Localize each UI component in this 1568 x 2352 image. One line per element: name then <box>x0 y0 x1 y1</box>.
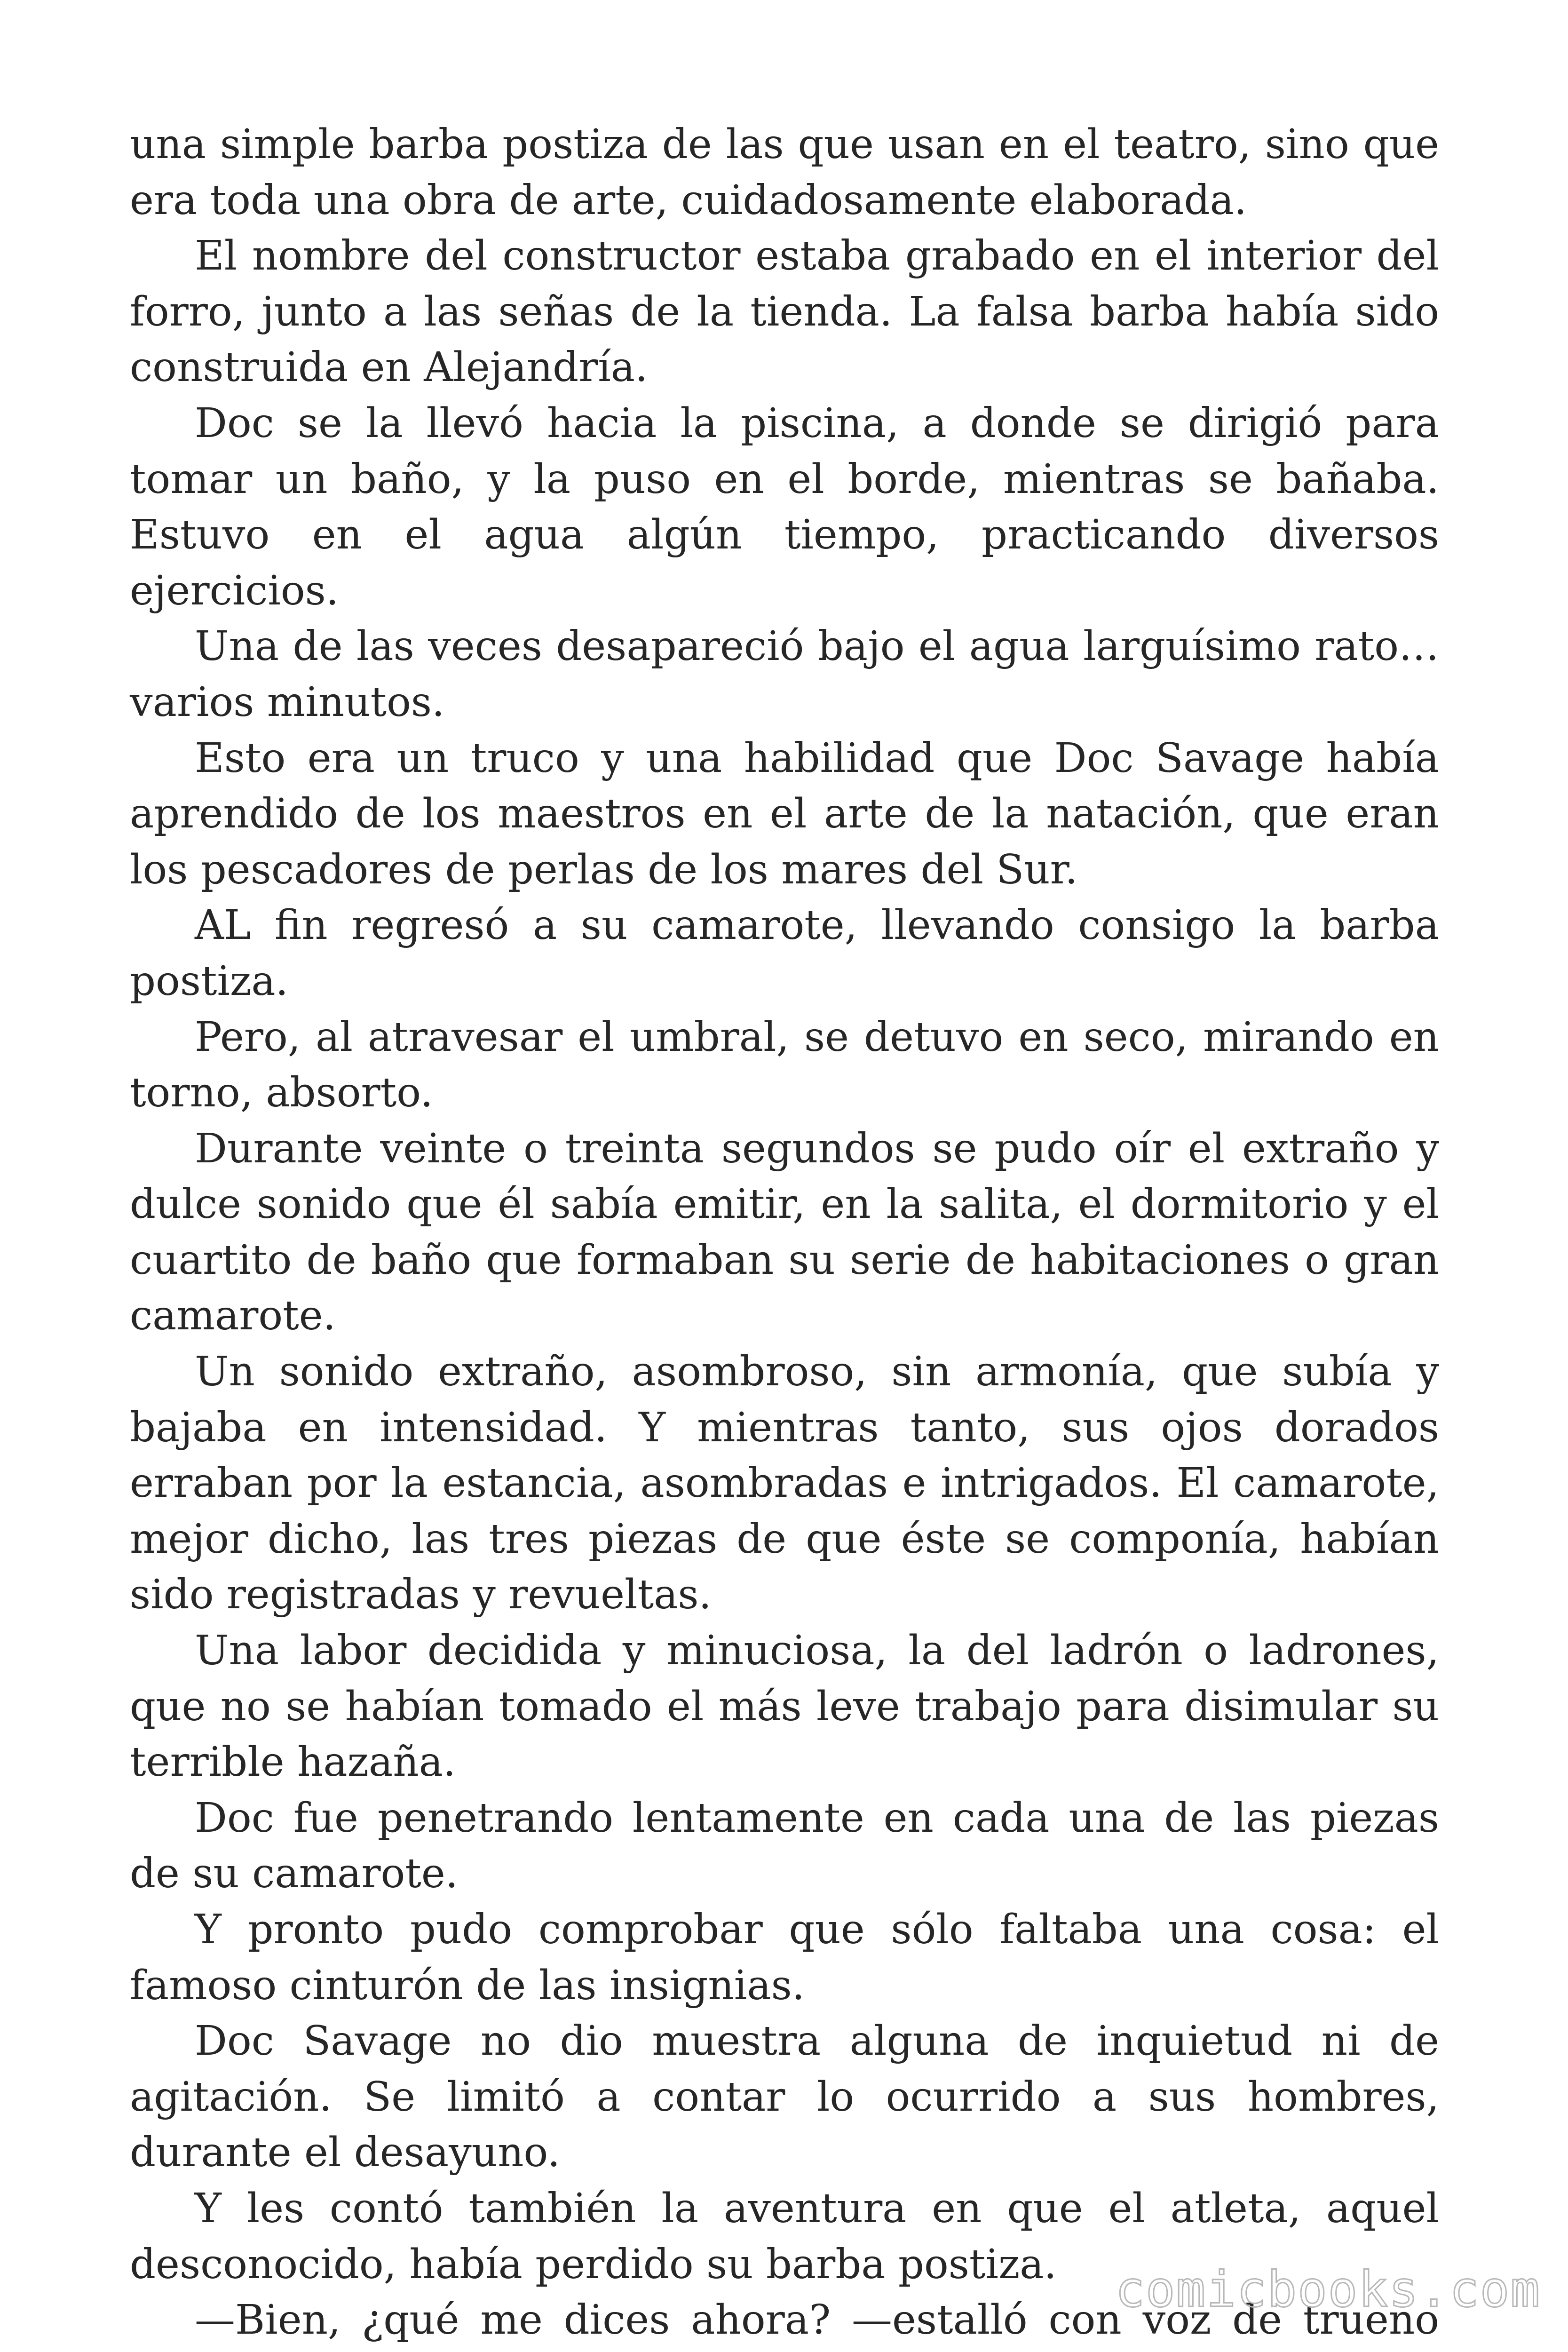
paragraph: Una de las veces desapareció bajo el agua larguísimo rato… varios minutos. <box>130 623 1439 726</box>
paragraph: Pero, al atravesar el umbral, se detuvo en seco, mirando en torno, absorto. <box>130 1013 1439 1117</box>
paragraph: —Bien, ¿qué me dices ahora? —estalló con voz de trueno <box>195 2296 1439 2344</box>
paragraph-continuation: una simple barba postiza de las que usan en el teatro, sino que era toda una obra de arte, cuidadosamente elaborada. <box>130 121 1439 224</box>
paragraph: AL fin regresó a su camarote, llevando consigo la barba postiza. <box>130 902 1439 1005</box>
watermark: comicbooks.com <box>1115 2261 1541 2318</box>
paragraph: Durante veinte o treinta segundos se pudo oír el extraño y dulce sonido que él sabía emitir, en la salita, el dormitorio y el cuartito de baño que formaban su serie de habitaciones o gran camarote. <box>130 1125 1439 1340</box>
paragraph: Esto era un truco y una habilidad que Doc Savage había aprendido de los maestros en el arte de la natación, que eran los pescadores de perlas de los mares del Sur. <box>130 734 1439 893</box>
paragraph: Y pronto pudo comprobar que sólo faltaba una cosa: el famoso cinturón de las insignias. <box>130 1906 1439 2009</box>
paragraph: Doc se la llevó hacia la piscina, a donde se dirigió para tomar un baño, y la puso en el borde, mientras se bañaba. Estuvo en el agua algún tiempo, practicando diversos ejercicios. <box>130 399 1439 614</box>
paragraph: Y les contó también la aventura en que el atleta, aquel desconocido, había perdido su barba postiza. <box>130 2185 1439 2288</box>
paragraph: Doc Savage no dio muestra alguna de inquietud ni de agitación. Se limitó a contar lo ocurrido a sus hombres, durante el desayuno. <box>130 2018 1439 2177</box>
paragraph: Una labor decidida y minuciosa, la del ladrón o ladrones, que no se habían tomado el más leve trabajo para disimular su terrible hazaña. <box>130 1627 1439 1786</box>
paragraph: Doc fue penetrando lentamente en cada una de las piezas de su camarote. <box>130 1794 1439 1898</box>
body-text <box>130 117 1439 2352</box>
paragraph: Un sonido extraño, asombroso, sin armonía, que subía y bajaba en intensidad. Y mientras tanto, sus ojos dorados erraban por la estancia, asombradas e intrigados. El camarote, mejor dicho, las tres piezas de que éste se componía, habían sido registradas y revueltas. <box>130 1348 1439 1619</box>
paragraph: El nombre del constructor estaba grabado en el interior del forro, junto a las señas de la tienda. La falsa barba había sido construida en Alejandría. <box>130 232 1439 391</box>
